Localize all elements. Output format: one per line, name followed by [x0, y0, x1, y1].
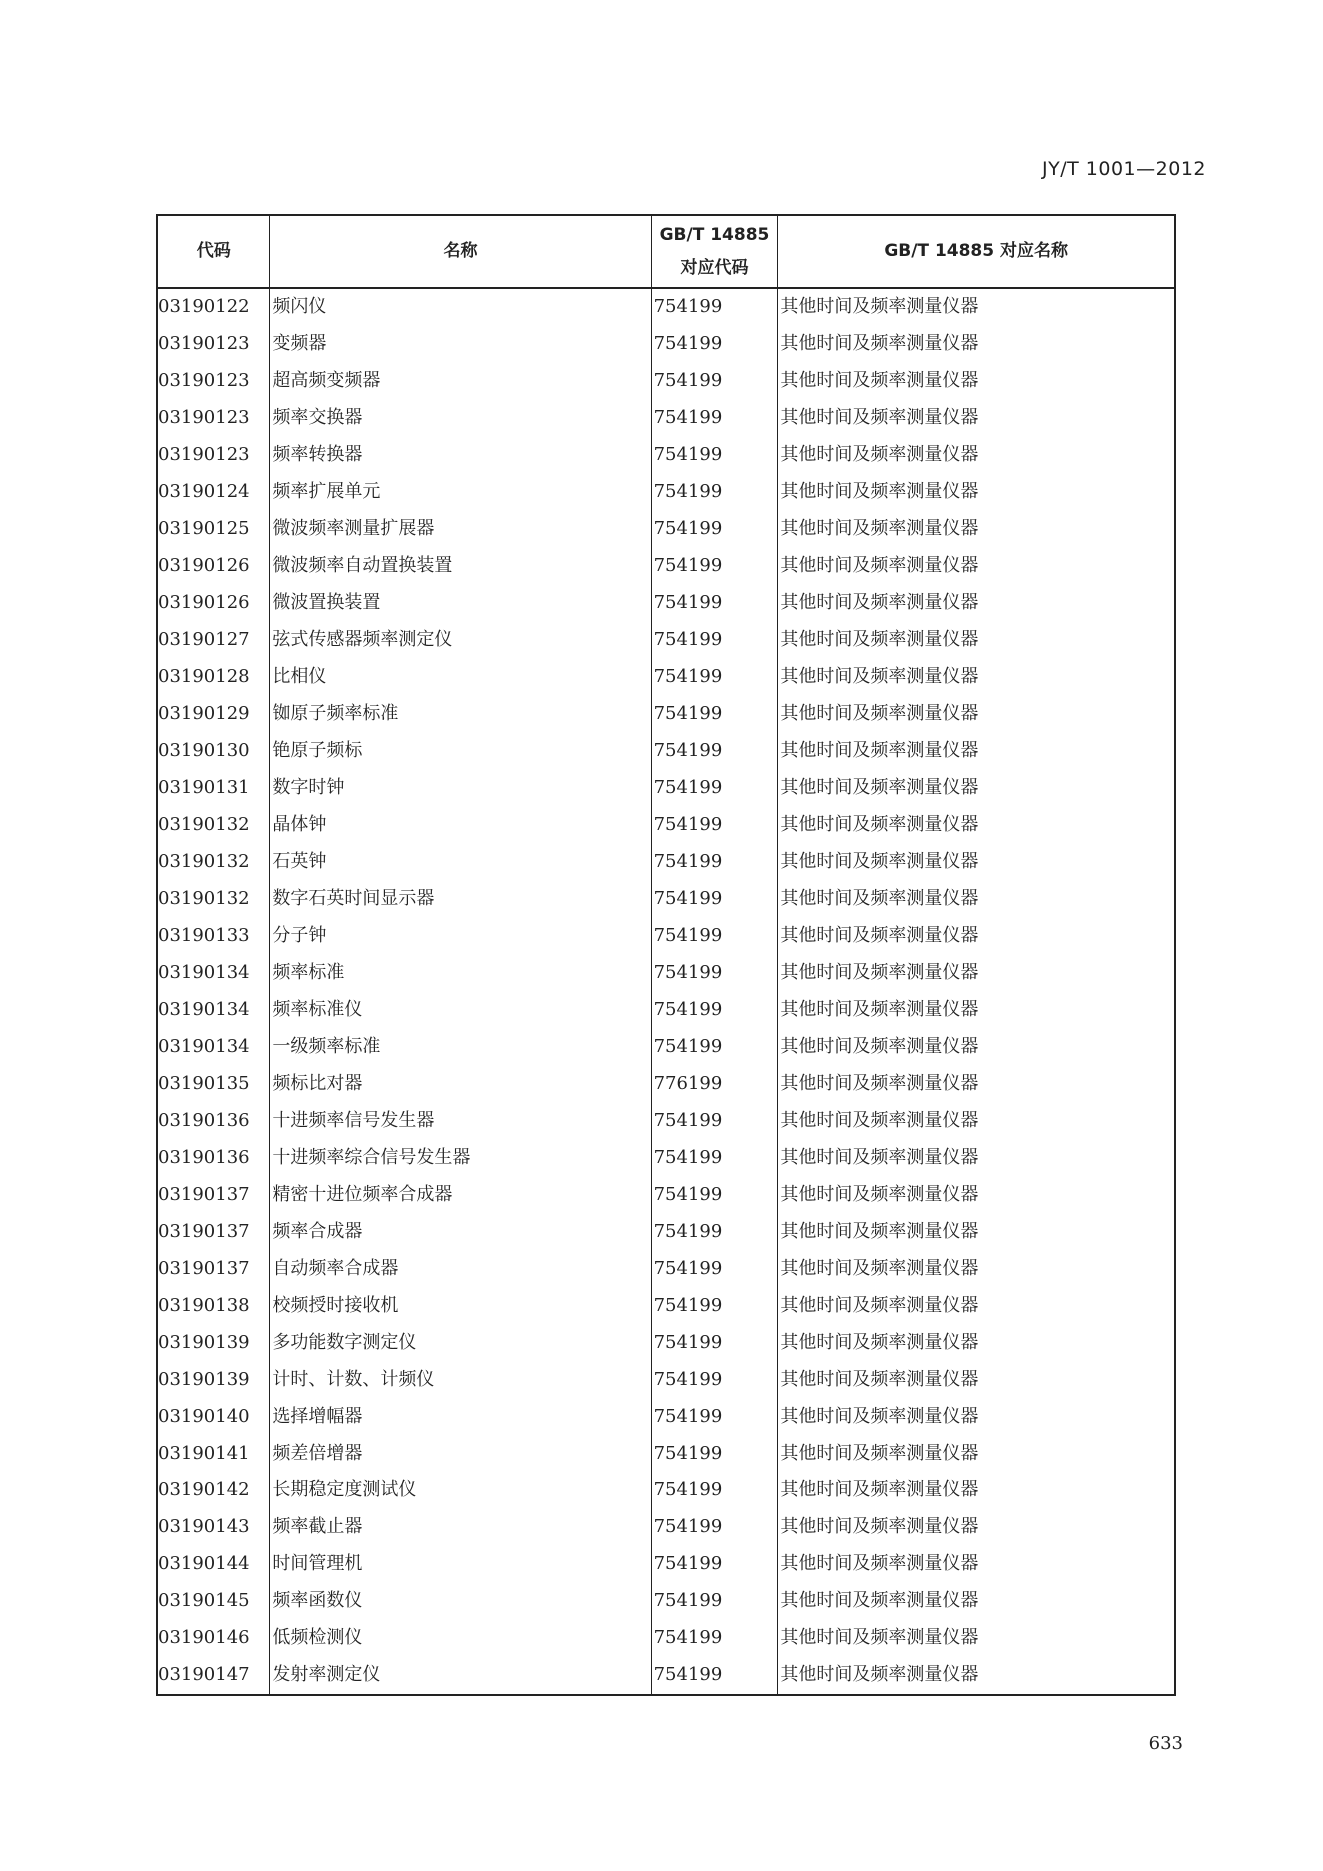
gb-name-cell: 其他时间及频率测量仪器 — [778, 400, 1175, 437]
name-cell: 频率函数仪 — [270, 1583, 651, 1620]
gb-code-cell: 754199 — [651, 1213, 778, 1250]
gb-code-cell: 754199 — [651, 1102, 778, 1139]
code-cell: 03190135 — [158, 1072, 250, 1094]
name-cell: 频率转换器 — [270, 437, 651, 474]
column-header-name: 名称 — [270, 215, 651, 288]
code-cell: 03190123 — [158, 370, 250, 392]
table-row — [157, 1287, 1175, 1324]
table-row — [157, 1361, 1175, 1398]
table-row — [157, 1139, 1175, 1176]
gb-code-cell: 754199 — [651, 1546, 778, 1583]
name-cell: 晶体钟 — [270, 807, 651, 844]
gb-name-cell: 其他时间及频率测量仪器 — [778, 1472, 1175, 1509]
gb-code-cell: 754199 — [651, 548, 778, 585]
gb-code-cell: 754199 — [651, 1361, 778, 1398]
name-cell: 多功能数字测定仪 — [270, 1324, 651, 1361]
table-row — [157, 917, 1175, 954]
gb-name-cell: 其他时间及频率测量仪器 — [778, 1250, 1175, 1287]
gb-code-cell: 754199 — [651, 474, 778, 511]
gb-name-cell: 其他时间及频率测量仪器 — [778, 696, 1175, 733]
name-cell: 十进频率信号发生器 — [270, 1102, 651, 1139]
gb-name-cell: 其他时间及频率测量仪器 — [778, 474, 1175, 511]
standard-number: JY/T 1001—2012 — [1042, 158, 1206, 180]
name-cell: 超高频变频器 — [270, 363, 651, 400]
code-cell: 03190134 — [158, 1035, 250, 1057]
code-cell: 03190136 — [158, 1146, 250, 1168]
gb-name-cell: 其他时间及频率测量仪器 — [778, 1213, 1175, 1250]
table-row — [157, 400, 1175, 437]
table-row — [157, 1176, 1175, 1213]
name-cell: 数字时钟 — [270, 770, 651, 807]
table-row — [157, 1250, 1175, 1287]
name-cell: 石英钟 — [270, 844, 651, 881]
gb-name-cell: 其他时间及频率测量仪器 — [778, 548, 1175, 585]
gb-name-cell: 其他时间及频率测量仪器 — [778, 326, 1175, 363]
code-cell: 03190123 — [158, 444, 250, 466]
name-cell: 计时、计数、计频仪 — [270, 1361, 651, 1398]
table-row — [157, 437, 1175, 474]
gb-code-cell: 754199 — [651, 807, 778, 844]
gb-code-cell: 754199 — [651, 622, 778, 659]
table-row — [157, 1065, 1175, 1102]
gb-name-cell: 其他时间及频率测量仪器 — [778, 1620, 1175, 1657]
table-row — [157, 659, 1175, 696]
table-row — [157, 622, 1175, 659]
code-cell: 03190131 — [158, 777, 250, 799]
code-cell: 03190137 — [158, 1183, 250, 1205]
gb-name-cell: 其他时间及频率测量仪器 — [778, 1509, 1175, 1546]
gb-name-cell: 其他时间及频率测量仪器 — [778, 585, 1175, 622]
gb-code-cell: 754199 — [651, 991, 778, 1028]
column-header-code: 代码 — [157, 215, 270, 288]
name-cell: 弦式传感器频率测定仪 — [270, 622, 651, 659]
gb-code-line1: GB/T 14885 — [659, 224, 770, 245]
table-row — [157, 733, 1175, 770]
code-cell: 03190122 — [158, 296, 250, 318]
code-cell: 03190137 — [158, 1220, 250, 1242]
table-row — [157, 548, 1175, 585]
name-cell: 发射率测定仪 — [270, 1657, 651, 1695]
code-cell: 03190139 — [158, 1368, 250, 1390]
gb-name-cell: 其他时间及频率测量仪器 — [778, 1102, 1175, 1139]
table-row — [157, 1620, 1175, 1657]
table-row — [157, 1472, 1175, 1509]
code-cell: 03190132 — [158, 851, 250, 873]
gb-code-cell: 754199 — [651, 363, 778, 400]
code-cell: 03190141 — [158, 1442, 250, 1464]
code-cell: 03190134 — [158, 961, 250, 983]
table-row — [157, 696, 1175, 733]
gb-code-cell: 754199 — [651, 733, 778, 770]
name-cell: 变频器 — [270, 326, 651, 363]
gb-code-cell: 754199 — [651, 585, 778, 622]
gb-code-cell: 754199 — [651, 1176, 778, 1213]
table-row — [157, 511, 1175, 548]
name-cell: 低频检测仪 — [270, 1620, 651, 1657]
table-row — [157, 1324, 1175, 1361]
gb-name-cell: 其他时间及频率测量仪器 — [778, 1398, 1175, 1435]
code-cell: 03190132 — [158, 814, 250, 836]
gb-name-cell: 其他时间及频率测量仪器 — [778, 1657, 1175, 1695]
table-row — [157, 1398, 1175, 1435]
gb-code-cell: 754199 — [651, 659, 778, 696]
gb-name-cell: 其他时间及频率测量仪器 — [778, 437, 1175, 474]
code-cell: 03190137 — [158, 1257, 250, 1279]
table-row — [157, 288, 1175, 326]
name-cell: 频率截止器 — [270, 1509, 651, 1546]
name-cell: 比相仪 — [270, 659, 651, 696]
gb-name-cell: 其他时间及频率测量仪器 — [778, 1435, 1175, 1472]
table-row — [157, 954, 1175, 991]
code-cell: 03190143 — [158, 1516, 250, 1538]
table-header-row — [157, 215, 1175, 288]
gb-name-cell: 其他时间及频率测量仪器 — [778, 363, 1175, 400]
code-cell: 03190145 — [158, 1590, 250, 1612]
code-cell: 03190128 — [158, 666, 250, 688]
code-cell: 03190123 — [158, 333, 250, 355]
gb-name-cell: 其他时间及频率测量仪器 — [778, 1139, 1175, 1176]
code-cell: 03190123 — [158, 407, 250, 429]
name-cell: 频率扩展单元 — [270, 474, 651, 511]
gb-code-cell: 754199 — [651, 1472, 778, 1509]
gb-code-cell: 754199 — [651, 326, 778, 363]
table-row — [157, 1546, 1175, 1583]
table-row — [157, 844, 1175, 881]
table-row — [157, 1102, 1175, 1139]
gb-name-cell: 其他时间及频率测量仪器 — [778, 807, 1175, 844]
gb-code-cell: 754199 — [651, 400, 778, 437]
code-cell: 03190136 — [158, 1109, 250, 1131]
gb-code-cell: 754199 — [651, 1028, 778, 1065]
code-cell: 03190125 — [158, 518, 250, 540]
code-cell: 03190124 — [158, 481, 250, 503]
gb-name-cell: 其他时间及频率测量仪器 — [778, 991, 1175, 1028]
gb-name-cell: 其他时间及频率测量仪器 — [778, 770, 1175, 807]
gb-code-cell: 754199 — [651, 696, 778, 733]
gb-code-cell: 754199 — [651, 1583, 778, 1620]
gb-name-cell: 其他时间及频率测量仪器 — [778, 511, 1175, 548]
column-header-gb-code — [651, 215, 778, 288]
code-cell: 03190132 — [158, 887, 250, 909]
table-row — [157, 585, 1175, 622]
name-cell: 频率标准仪 — [270, 991, 651, 1028]
gb-code-cell: 754199 — [651, 1398, 778, 1435]
gb-code-cell: 754199 — [651, 437, 778, 474]
gb-name-cell: 其他时间及频率测量仪器 — [778, 917, 1175, 954]
gb-code-cell: 754199 — [651, 288, 778, 326]
name-cell: 长期稳定度测试仪 — [270, 1472, 651, 1509]
gb-code-cell: 754199 — [651, 844, 778, 881]
gb-name-cell: 其他时间及频率测量仪器 — [778, 1361, 1175, 1398]
gb-code-cell: 754199 — [651, 1287, 778, 1324]
table-row — [157, 1213, 1175, 1250]
name-cell: 数字石英时间显示器 — [270, 881, 651, 918]
name-cell: 频率交换器 — [270, 400, 651, 437]
table-row — [157, 1028, 1175, 1065]
gb-code-cell: 754199 — [651, 954, 778, 991]
gb-name-cell: 其他时间及频率测量仪器 — [778, 954, 1175, 991]
gb-name-cell: 其他时间及频率测量仪器 — [778, 733, 1175, 770]
code-cell: 03190140 — [158, 1405, 250, 1427]
code-cell: 03190146 — [158, 1627, 250, 1649]
name-cell: 微波置换装置 — [270, 585, 651, 622]
gb-code-cell: 754199 — [651, 770, 778, 807]
table-row — [157, 363, 1175, 400]
column-header-gb-name: GB/T 14885 对应名称 — [778, 215, 1175, 288]
gb-name-cell: 其他时间及频率测量仪器 — [778, 1065, 1175, 1102]
gb-code-cell: 754199 — [651, 1435, 778, 1472]
name-cell: 校频授时接收机 — [270, 1287, 651, 1324]
gb-name-cell: 其他时间及频率测量仪器 — [778, 659, 1175, 696]
table-row — [157, 326, 1175, 363]
gb-name-cell: 其他时间及频率测量仪器 — [778, 1583, 1175, 1620]
name-cell: 一级频率标准 — [270, 1028, 651, 1065]
name-cell: 选择增幅器 — [270, 1398, 651, 1435]
table-row — [157, 991, 1175, 1028]
code-cell: 03190126 — [158, 555, 250, 577]
name-cell: 精密十进位频率合成器 — [270, 1176, 651, 1213]
gb-code-cell: 754199 — [651, 1620, 778, 1657]
code-cell: 03190134 — [158, 998, 250, 1020]
name-cell: 微波频率自动置换装置 — [270, 548, 651, 585]
name-cell: 铯原子频标 — [270, 733, 651, 770]
gb-name-cell: 其他时间及频率测量仪器 — [778, 1028, 1175, 1065]
name-cell: 十进频率综合信号发生器 — [270, 1139, 651, 1176]
name-cell: 频率合成器 — [270, 1213, 651, 1250]
code-cell: 03190144 — [158, 1553, 250, 1575]
gb-code-cell: 776199 — [651, 1065, 778, 1102]
gb-code-cell: 754199 — [651, 511, 778, 548]
gb-code-cell: 754199 — [651, 1509, 778, 1546]
name-cell: 频率标准 — [270, 954, 651, 991]
name-cell: 频闪仪 — [270, 288, 651, 326]
gb-name-cell: 其他时间及频率测量仪器 — [778, 881, 1175, 918]
name-cell: 时间管理机 — [270, 1546, 651, 1583]
code-cell: 03190129 — [158, 703, 250, 725]
page-number: 633 — [1148, 1733, 1183, 1754]
code-cell: 03190126 — [158, 592, 250, 614]
code-mapping-table — [156, 214, 1176, 1696]
name-cell: 铷原子频率标准 — [270, 696, 651, 733]
table-row — [157, 1509, 1175, 1546]
table-row — [157, 807, 1175, 844]
gb-name-cell: 其他时间及频率测量仪器 — [778, 622, 1175, 659]
code-cell: 03190138 — [158, 1294, 250, 1316]
gb-code-line2: 对应代码 — [680, 257, 749, 278]
name-cell: 频标比对器 — [270, 1065, 651, 1102]
code-cell: 03190127 — [158, 629, 250, 651]
gb-code-cell: 754199 — [651, 917, 778, 954]
table-row — [157, 474, 1175, 511]
code-cell: 03190147 — [158, 1664, 250, 1686]
name-cell: 自动频率合成器 — [270, 1250, 651, 1287]
code-cell: 03190130 — [158, 740, 250, 762]
name-cell: 分子钟 — [270, 917, 651, 954]
gb-name-cell: 其他时间及频率测量仪器 — [778, 1546, 1175, 1583]
code-cell: 03190142 — [158, 1479, 250, 1501]
name-cell: 微波频率测量扩展器 — [270, 511, 651, 548]
gb-name-cell: 其他时间及频率测量仪器 — [778, 288, 1175, 326]
gb-name-cell: 其他时间及频率测量仪器 — [778, 844, 1175, 881]
code-cell: 03190133 — [158, 924, 250, 946]
gb-code-cell: 754199 — [651, 881, 778, 918]
code-cell: 03190139 — [158, 1331, 250, 1353]
table-row — [157, 1435, 1175, 1472]
name-cell: 频差倍增器 — [270, 1435, 651, 1472]
gb-code-cell: 754199 — [651, 1657, 778, 1695]
gb-name-cell: 其他时间及频率测量仪器 — [778, 1287, 1175, 1324]
table-row — [157, 1657, 1175, 1695]
gb-name-cell: 其他时间及频率测量仪器 — [778, 1176, 1175, 1213]
table-row — [157, 1583, 1175, 1620]
table-row — [157, 881, 1175, 918]
gb-name-cell: 其他时间及频率测量仪器 — [778, 1324, 1175, 1361]
gb-code-cell: 754199 — [651, 1139, 778, 1176]
gb-code-cell: 754199 — [651, 1324, 778, 1361]
table-row — [157, 770, 1175, 807]
gb-code-cell: 754199 — [651, 1250, 778, 1287]
